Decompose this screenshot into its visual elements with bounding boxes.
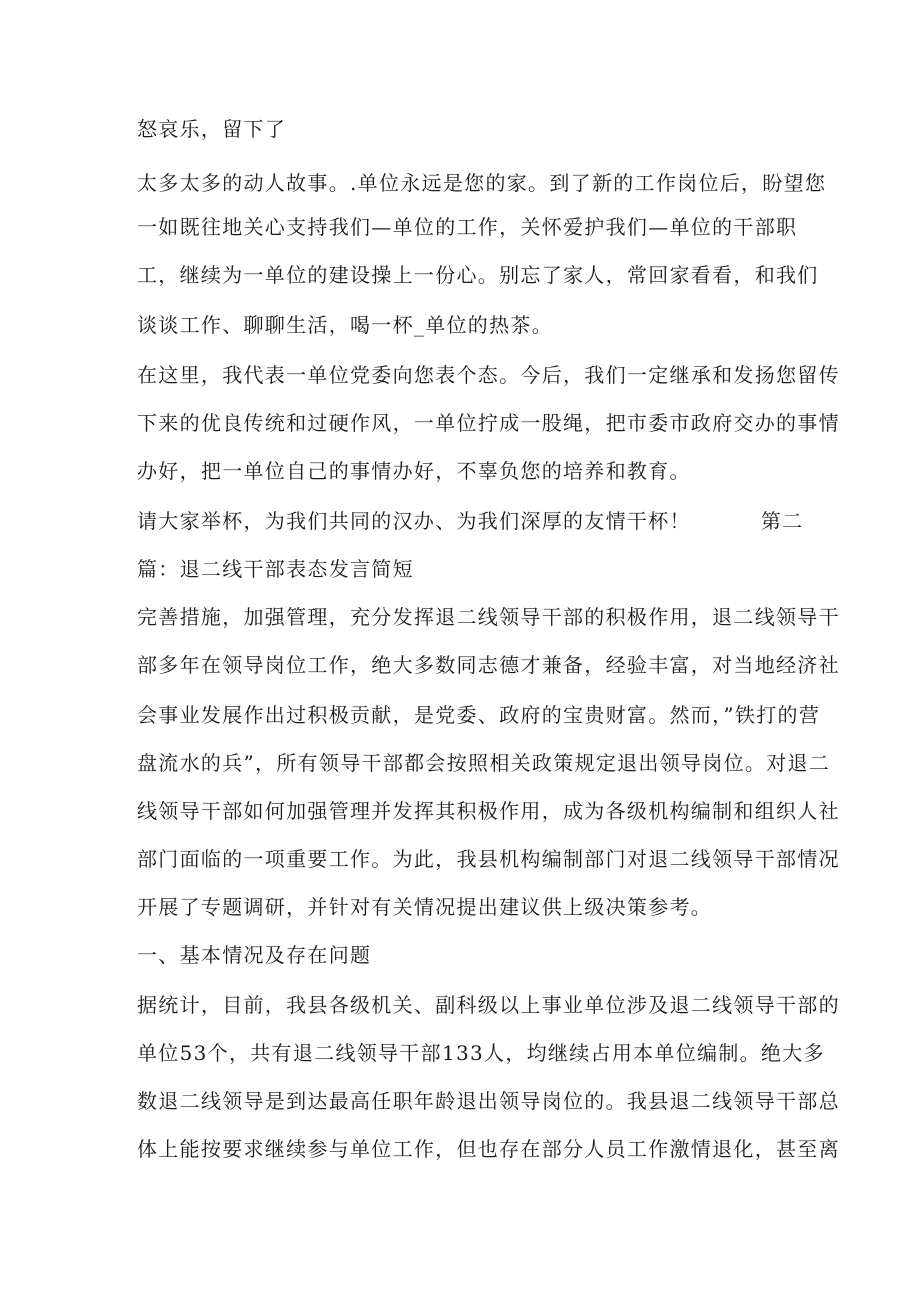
text-line: 办好，把一单位自己的事情办好，不辜负您的培养和教育。	[137, 459, 691, 483]
section-heading: 篇：退二线干部表态发言简短	[137, 557, 414, 581]
section-heading-prefix: 第二	[760, 509, 804, 533]
text-line: 工，继续为一单位的建设操上一份心。别忘了家人，常回家看看，和我们	[137, 263, 819, 287]
text-line: 怒哀乐，留下了	[137, 117, 287, 141]
text-line: 部门面临的一项重要工作。为此，我县机构编制部门对退二线领导干部情况	[137, 847, 840, 871]
text-line: 部多年在领导岗位工作，绝大多数同志德才兼备，经验丰富，对当地经济社	[137, 653, 840, 677]
text-line: 据统计，目前，我县各级机关、副科级以上事业单位涉及退二线领导干部的	[137, 993, 840, 1017]
text-line: 下来的优良传统和过硬作风，一单位拧成一股绳，把市委市政府交办的事情	[137, 411, 840, 435]
text-line: 体上能按要求继续参与单位工作，但也存在部分人员工作激情退化，甚至离	[137, 1137, 840, 1161]
text-line: 一如既往地关心支持我们—单位的工作，关怀爱护我们—单位的干部职	[137, 215, 798, 239]
text-line-with-heading-start	[137, 509, 803, 533]
text-line: 数退二线领导是到达最高任职年龄退出领导岗位的。我县退二线领导干部总	[137, 1089, 840, 1113]
text-line: 谈谈工作、聊聊生活，喝一杯_单位的热茶。	[137, 313, 553, 337]
text-line: 盘流水的兵”，所有领导干部都会按照相关政策规定退出领导岗位。对退二	[137, 751, 831, 775]
toast-text: 请大家举杯，为我们共同的汉办、为我们深厚的友情干杯！	[137, 509, 691, 533]
text-line: 太多太多的动人故事。.单位永远是您的家。到了新的工作岗位后，盼望您	[137, 171, 827, 195]
subsection-heading: 一、基本情况及存在问题	[137, 943, 372, 967]
text-line: 单位53个，共有退二线领导干部133人，均继续占用本单位编制。绝大多	[137, 1041, 825, 1065]
text-line: 线领导干部如何加强管理并发挥其积极作用，成为各级机构编制和组织人社	[137, 799, 840, 823]
text-line: 在这里，我代表一单位党委向您表个态。今后，我们一定继承和发扬您留传	[137, 363, 840, 387]
text-line: 完善措施，加强管理，充分发挥退二线领导干部的积极作用，退二线领导干	[137, 605, 840, 629]
text-line: 开展了专题调研，并针对有关情况提出建议供上级决策参考。	[137, 895, 713, 919]
text-line: 会事业发展作出过积极贡献，是党委、政府的宝贵财富。然而，”铁打的营	[137, 703, 821, 727]
